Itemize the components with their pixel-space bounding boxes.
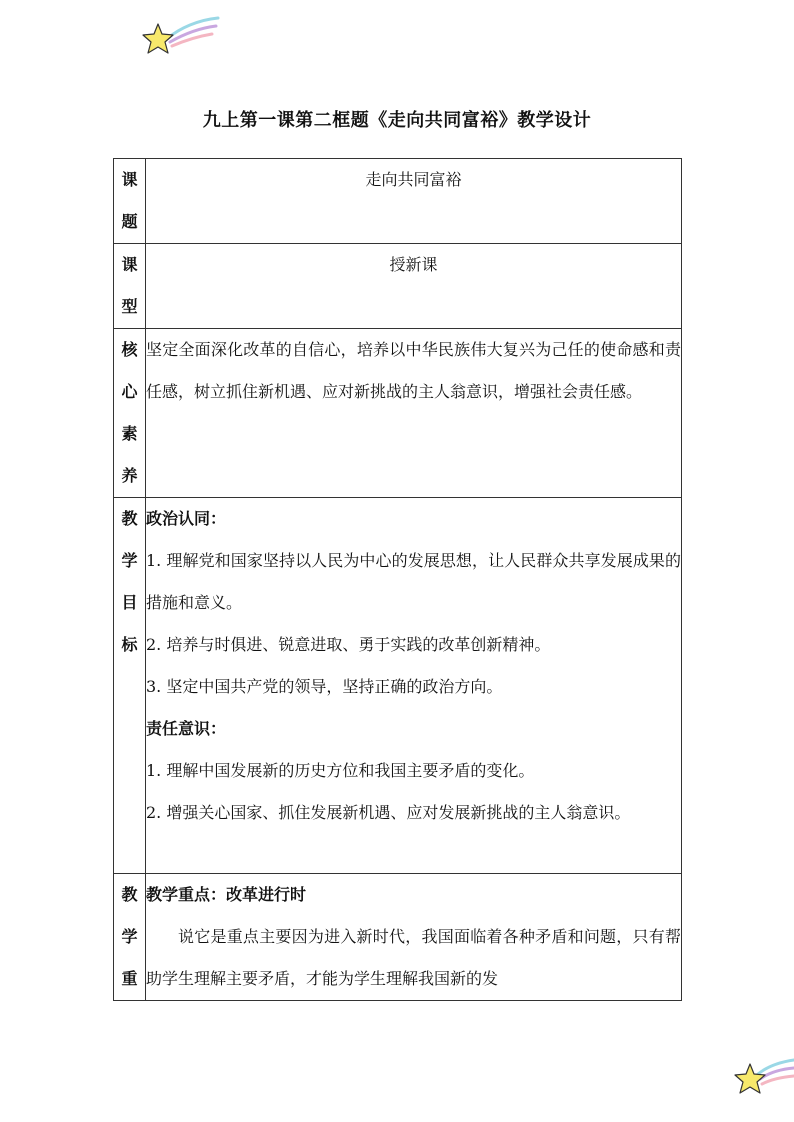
key-points-text: 说它是重点主要因为进入新时代，我国面临着各种矛盾和问题，只有帮助学生理解主要矛盾，才能为学生理解我国新的发 xyxy=(146,927,681,988)
key-points-cell xyxy=(146,874,682,1001)
teaching-goals-cell xyxy=(146,498,682,874)
type-value-cell xyxy=(146,244,682,329)
document-title: 九上第一课第二框题《走向共同富裕》教学设计 xyxy=(202,110,592,131)
goal-item: 3. 坚定中国共产党的领导，坚持正确的政治方向。 xyxy=(146,677,503,696)
table-row-core-literacy xyxy=(114,329,682,498)
shooting-star-icon xyxy=(732,1054,794,1100)
goal-item: 1. 理解党和国家坚持以人民为中心的发展思想，让人民群众共享发展成果的措施和意义。 xyxy=(146,551,681,612)
core-literacy-cell xyxy=(146,329,682,498)
topic-value-cell xyxy=(146,159,682,244)
responsibility-heading: 责任意识： xyxy=(146,719,227,738)
goal-item: 2. 增强关心国家、抓住发展新机遇、应对发展新挑战的主人翁意识。 xyxy=(146,803,631,822)
goal-item: 1. 理解中国发展新的历史方位和我国主要矛盾的变化。 xyxy=(146,761,535,780)
row-label-topic: 课 题 xyxy=(114,159,146,244)
type-value: 授新课 xyxy=(389,255,438,274)
core-literacy-text: 坚定全面深化改革的自信心，培养以中华民族伟大复兴为己任的使命感和责任感，树立抓住新机遇、应对新挑战的主人翁意识，增强社会责任感。 xyxy=(146,340,681,401)
topic-value: 走向共同富裕 xyxy=(365,170,462,189)
table-row-type xyxy=(114,244,682,329)
table-row-teaching-goals xyxy=(114,498,682,874)
lesson-plan-table xyxy=(113,158,682,1001)
goal-item: 2. 培养与时俱进、锐意进取、勇于实践的改革创新精神。 xyxy=(146,635,551,654)
table-row-topic xyxy=(114,159,682,244)
row-label-core-literacy: 核 心 素 养 xyxy=(114,329,146,498)
political-identity-heading: 政治认同： xyxy=(146,509,227,528)
row-label-key-points: 教 学 重 xyxy=(114,874,146,1001)
shooting-star-icon xyxy=(140,14,220,58)
row-label-type: 课 型 xyxy=(114,244,146,329)
row-label-teaching-goals: 教 学 目 标 xyxy=(114,498,146,874)
key-points-heading: 教学重点：改革进行时 xyxy=(146,885,307,904)
table-row-key-points xyxy=(114,874,682,1001)
